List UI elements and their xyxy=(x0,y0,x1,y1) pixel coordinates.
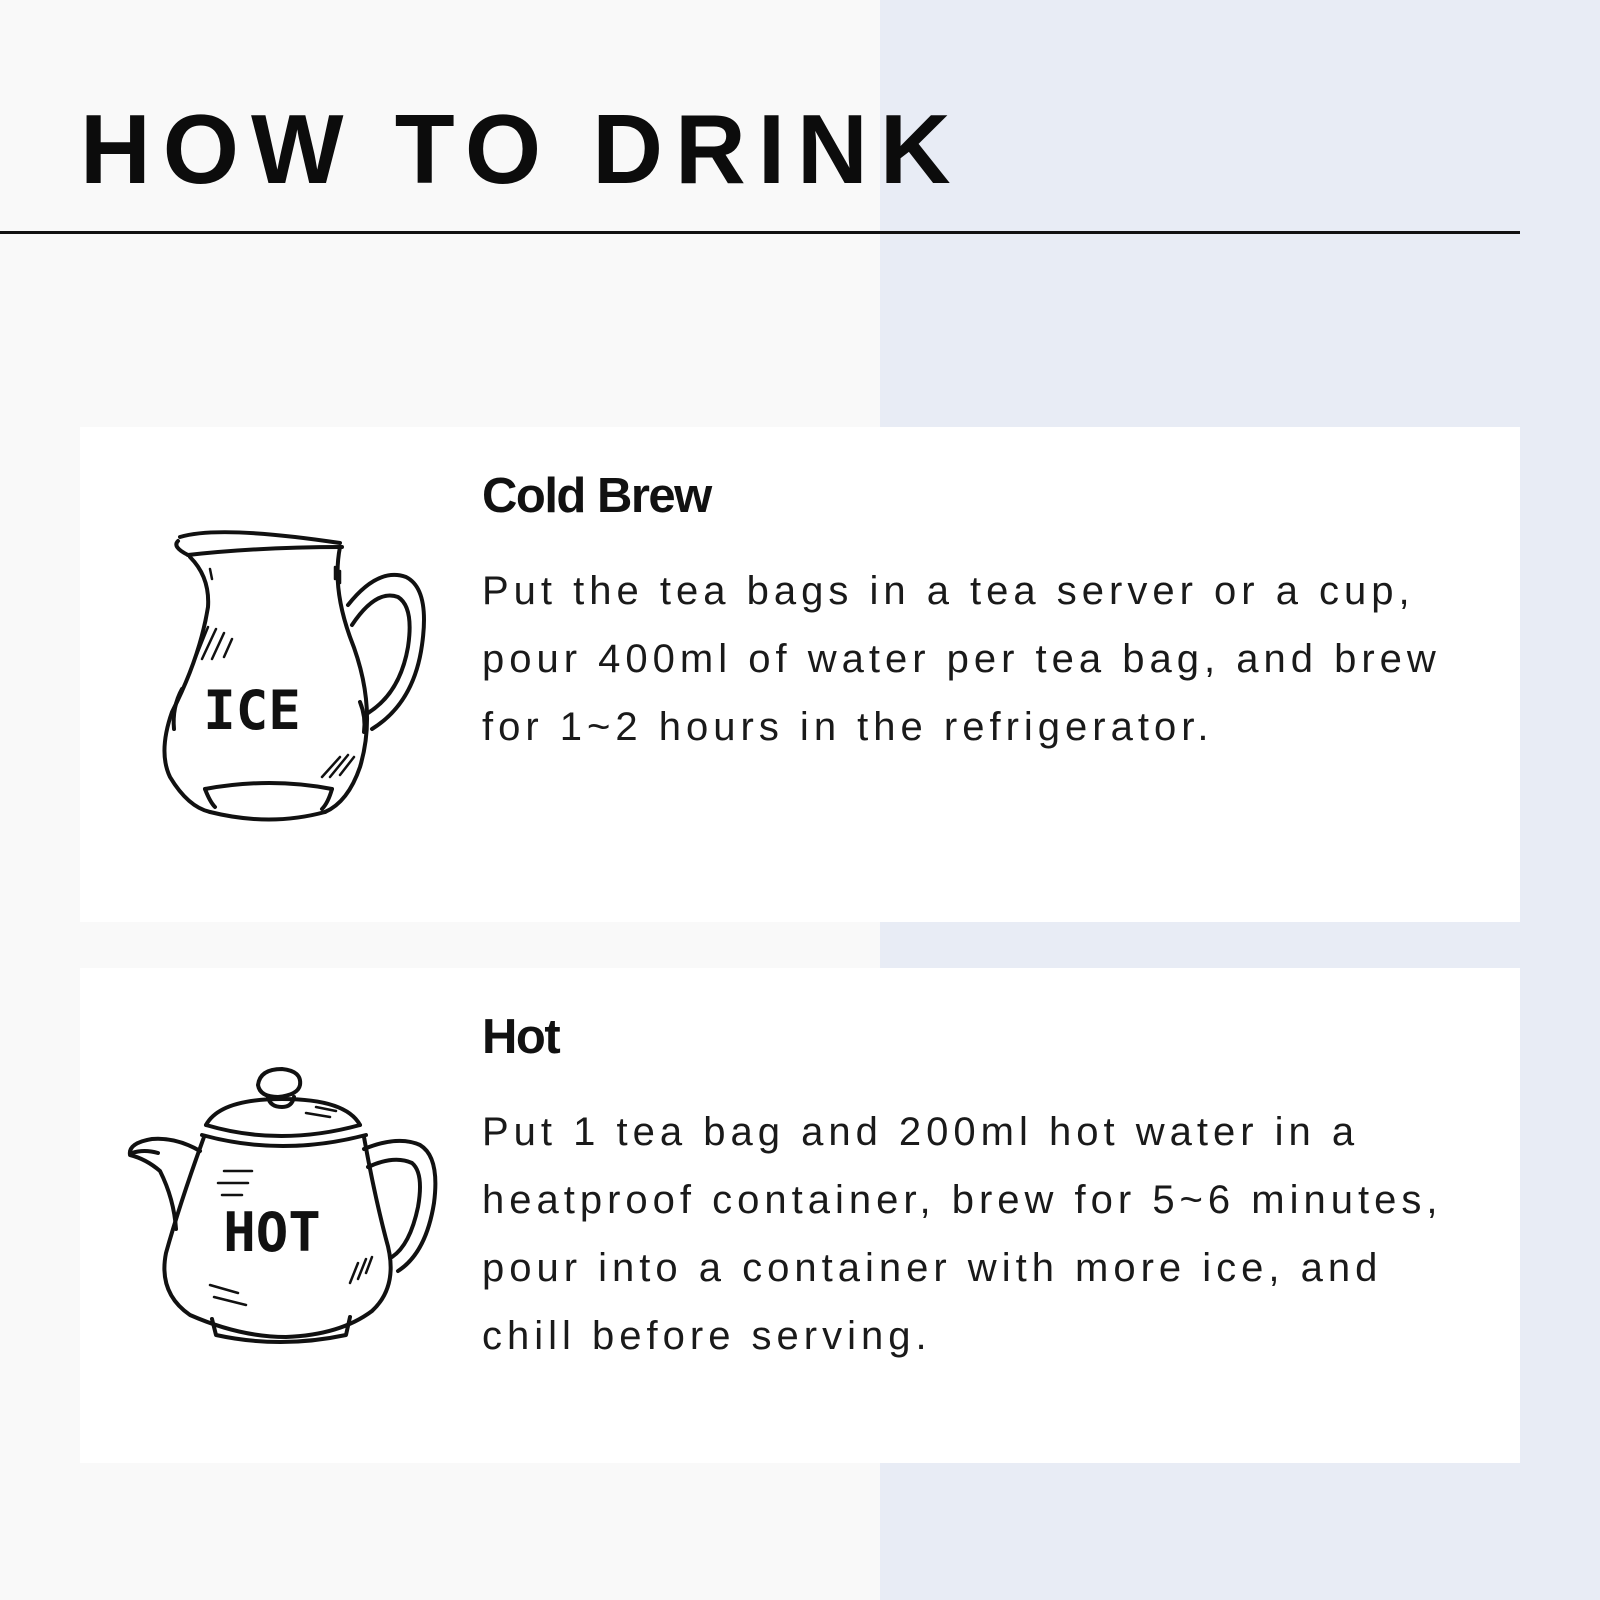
method-heading: Cold Brew xyxy=(482,469,711,523)
pitcher-label: ICE xyxy=(203,679,301,742)
method-instructions: Put 1 tea bag and 200ml hot water in a heatproof container, brew for 5~6 minutes, pour into a container with more ice, and chill before serving. xyxy=(482,1110,1443,1358)
teapot-icon xyxy=(110,1053,450,1393)
page-title: HOW TO DRINK xyxy=(80,94,963,204)
teapot-label: HOT xyxy=(223,1201,321,1264)
pitcher-icon xyxy=(110,507,450,847)
method-card-cold-brew xyxy=(80,427,1520,922)
method-card-hot xyxy=(80,968,1520,1463)
method-instructions: Put the tea bags in a tea server or a cup, pour 400ml of water per tea bag, and brew for 1~2 hours in the refrigerator. xyxy=(482,569,1441,749)
method-heading: Hot xyxy=(482,1010,560,1064)
title-divider xyxy=(0,231,1520,234)
